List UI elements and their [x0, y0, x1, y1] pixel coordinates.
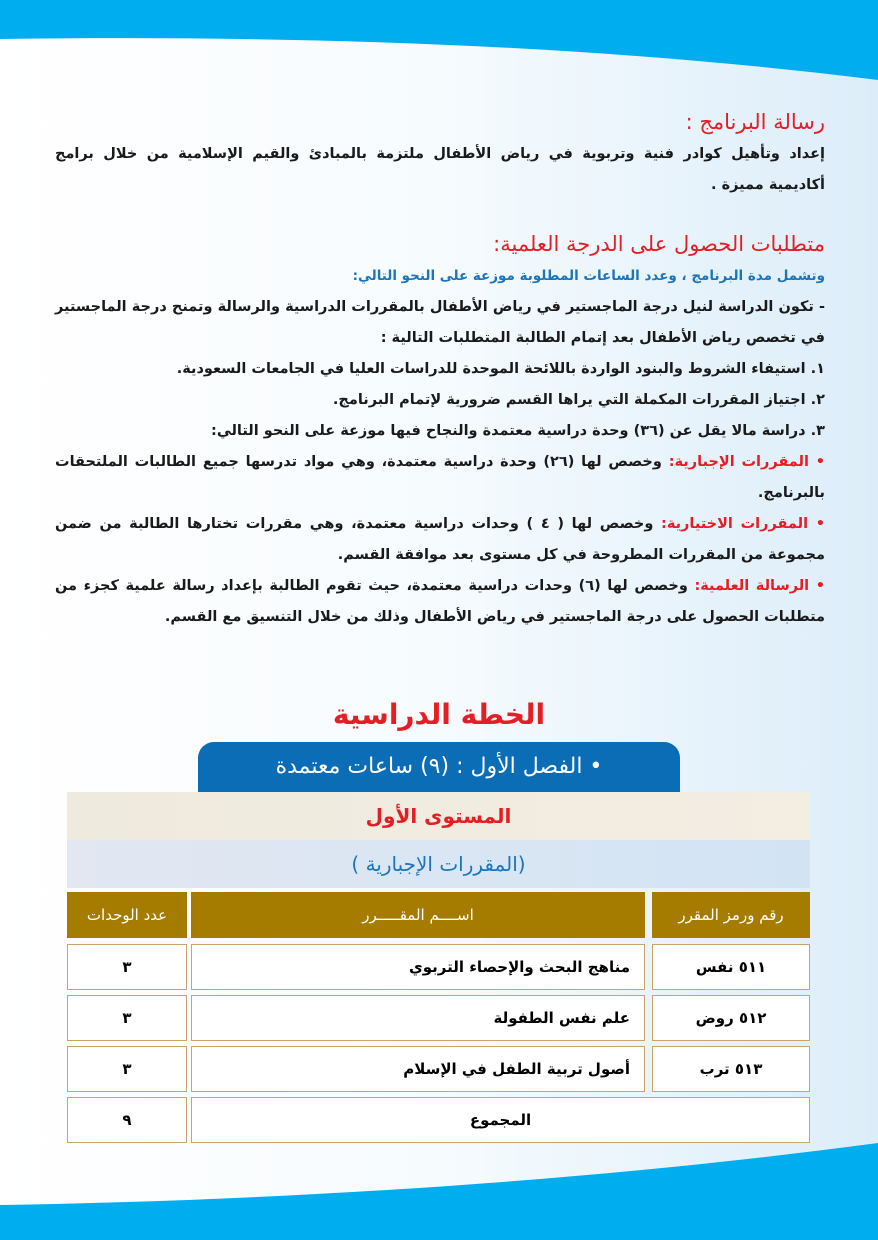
requirement-item: ٢. اجتياز المقررات المكملة التي يراها القسم ضرورية لإتمام البرنامج.: [332, 392, 825, 408]
course-code: ٥١٢ روض: [652, 995, 810, 1041]
course-name: علم نفس الطفولة: [191, 995, 645, 1041]
bullet-label: • المقررات الإجبارية:: [668, 454, 825, 470]
requirement-item: ٣. دراسة مالا يقل عن (٣٦) وحدة دراسية معتمدة والنجاح فيها موزعة على النحو التالي:: [211, 423, 825, 439]
table-row: [67, 944, 810, 990]
total-label: المجموع: [191, 1097, 810, 1143]
table-row: [67, 1046, 810, 1092]
header-name: اســــم المقـــــرر: [191, 892, 645, 938]
bullet-text: وخصص لها (٢٦) وحدة دراسية معتمدة، وهي مواد تدرسها جميع الطالبات الملتحقات بالبرنامج.: [55, 454, 825, 501]
course-name: أصول تربية الطفل في الإسلام: [191, 1046, 645, 1092]
bullet-elective: [55, 509, 825, 571]
table-row: [67, 995, 810, 1041]
top-wave: [0, 0, 878, 90]
mission-text: إعداد وتأهيل كوادر فنية وتربوية في رياض الأطفال ملتزمة بالمبادئ والقيم الإسلامية من خلال برامج أكاديمية مميزة .: [55, 146, 825, 193]
course-units: ٣: [67, 944, 187, 990]
course-code: ٥١١ نفس: [652, 944, 810, 990]
course-code: ٥١٣ ترب: [652, 1046, 810, 1092]
category-banner: (المقررات الإجبارية ): [67, 840, 810, 888]
requirements-subtitle: وتشمل مدة البرنامج ، وعدد الساعات المطلوبة موزعة على النحو التالي:: [352, 268, 825, 284]
bullet-label: • المقررات الاختيارية:: [661, 516, 825, 532]
bullet-thesis: [55, 571, 825, 633]
requirement-item: ١. استيفاء الشروط والبنود الواردة باللائحة الموحدة للدراسات العليا في الجامعات السعودية.: [176, 361, 825, 377]
bullet-mandatory: [55, 447, 825, 509]
semester-tab: • الفصل الأول : (٩) ساعات معتمدة: [198, 742, 680, 792]
course-units: ٣: [67, 1046, 187, 1092]
course-name: مناهج البحث والإحصاء التربوي: [191, 944, 645, 990]
content: [55, 105, 825, 633]
requirements-intro: - تكون الدراسة لنيل درجة الماجستير في رياض الأطفال بالمقررات الدراسية والرسالة وتمنح درجة الماجستير في تخصص رياض الأطفال بعد إتمام الطالبة المتطلبات التالية :: [55, 299, 825, 346]
bullet-text: وخصص لها (٦) وحدات دراسية معتمدة، حيث تقوم الطالبة بإعداد رسالة علمية كجزء من متطلبات الحصول على درجة الماجستير في رياض الأطفال وذلك من خلال التنسيق مع القسم.: [55, 578, 825, 625]
table-header: [67, 892, 810, 938]
mission-title: رسالة البرنامج :: [685, 110, 825, 134]
course-units: ٣: [67, 995, 187, 1041]
table-total-row: [67, 1097, 810, 1143]
total-value: ٩: [67, 1097, 187, 1143]
bottom-wave: [0, 1140, 878, 1240]
header-units: عدد الوحدات: [67, 892, 187, 938]
header-code: رقم ورمز المقرر: [652, 892, 810, 938]
bullet-text: وخصص لها ( ٤ ) وحدات دراسية معتمدة، وهي مقررات تختارها الطالبة من ضمن مجموعة من المقررات المطروحة في كل مستوى بعد موافقة القسم.: [55, 516, 825, 563]
bullet-label: • الرسالة العلمية:: [694, 578, 825, 594]
requirements-title: متطلبات الحصول على الدرجة العلمية:: [493, 232, 825, 256]
level-banner: المستوى الأول: [67, 792, 810, 840]
plan-title: الخطة الدراسية: [332, 698, 546, 731]
